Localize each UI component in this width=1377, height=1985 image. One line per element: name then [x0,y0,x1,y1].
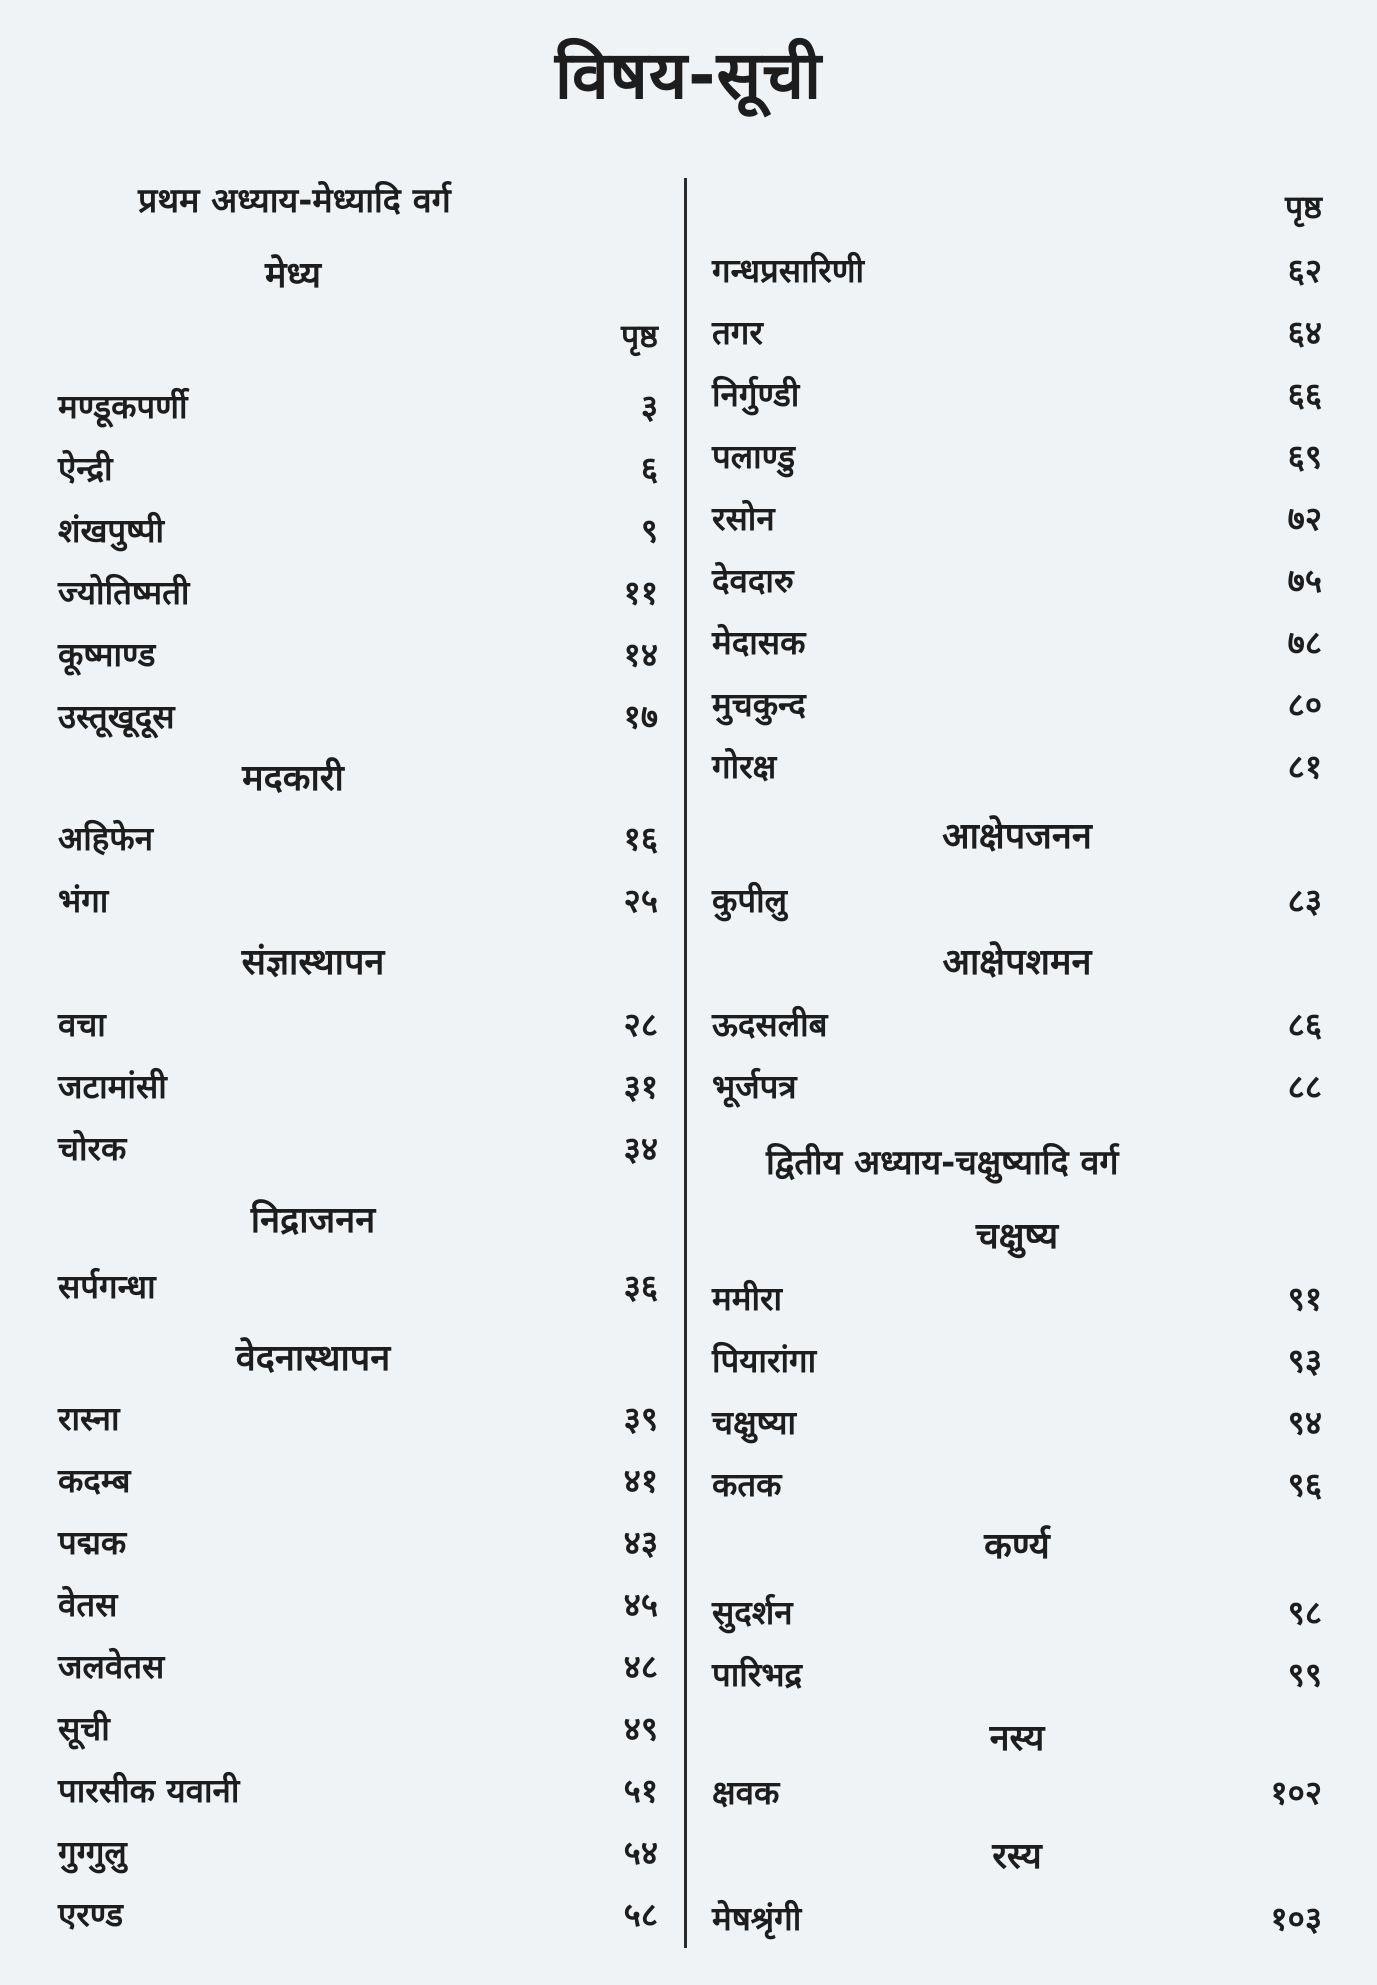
entry-name: रसोन [712,499,775,538]
entry-name: चोरक [58,1129,127,1168]
entry-name: कतक [712,1465,782,1504]
entry-name: गोरक्ष [712,747,777,786]
section-heading: रस्य [992,1836,1042,1877]
entry-name: गुग्गुलु [58,1833,127,1872]
toc-row[interactable] [712,1460,1322,1510]
entry-page: १०३ [1270,1899,1322,1938]
toc-row[interactable] [712,1894,1322,1944]
toc-row[interactable] [58,382,658,432]
toc-row[interactable] [58,1890,658,1940]
toc-row[interactable] [712,432,1322,482]
toc-row[interactable] [712,308,1322,358]
chapter-heading-2: द्वितीय अध्याय-चक्षुष्यादि वर्ग [766,1143,1119,1183]
toc-row[interactable] [712,1000,1322,1050]
section-heading: मदकारी [242,758,344,799]
toc-row[interactable] [712,742,1322,792]
toc-row[interactable] [58,1704,658,1754]
entry-name: ज्योतिष्मती [58,573,190,612]
section-heading: आक्षेपजनन [942,816,1092,857]
entry-name: ममीरा [712,1279,783,1318]
entry-page: ४९ [623,1709,658,1748]
toc-row[interactable] [58,1062,658,1112]
entry-page: १४ [623,635,658,674]
left-column [58,0,658,1985]
entry-name: उस्तूखूदूस [58,697,175,736]
entry-name: वचा [58,1005,106,1044]
entry-page: २८ [623,1005,658,1044]
entry-name: शंखपुष्पी [58,511,165,550]
toc-row[interactable] [712,1588,1322,1638]
toc-row[interactable] [712,1768,1322,1818]
toc-row[interactable] [712,246,1322,296]
entry-page: १७ [623,697,658,736]
section-heading: संज्ञास्थापन [241,942,385,983]
column-divider [684,178,687,1948]
page-column-label: पृष्ठ [1284,188,1322,226]
entry-name: कदम्ब [58,1461,131,1500]
entry-name: अहिफेन [58,819,154,858]
entry-page: १०२ [1270,1773,1322,1812]
entry-page: ३१ [623,1067,658,1106]
toc-row[interactable] [712,370,1322,420]
entry-name: ऐन्द्री [58,449,113,488]
toc-row[interactable] [58,1828,658,1878]
section-heading: चक्षुष्य [975,1216,1059,1257]
entry-page: ४१ [623,1461,658,1500]
entry-page: ६६ [1287,375,1322,414]
entry-page: ३ [640,387,658,426]
entry-name: भूर्जपत्र [712,1067,797,1106]
entry-name: मेदासक [712,623,806,662]
toc-row[interactable] [712,618,1322,668]
entry-page: ६४ [1287,313,1322,352]
toc-row[interactable] [58,1000,658,1050]
section-heading: मेध्य [265,255,321,296]
entry-name: रास्ना [58,1399,120,1438]
entry-name: पारिभद्र [712,1655,803,1694]
toc-row[interactable] [58,814,658,864]
entry-page: ९९ [1287,1655,1322,1694]
entry-name: भंगा [58,881,109,920]
entry-page: ८० [1287,685,1322,724]
entry-name: देवदारु [712,561,794,600]
entry-page: ३४ [623,1129,658,1168]
entry-name: जटामांसी [58,1067,167,1106]
entry-page: ९८ [1287,1593,1322,1632]
toc-row[interactable] [712,1398,1322,1448]
entry-page: ६२ [1287,251,1322,290]
entry-page: ७८ [1287,623,1322,662]
entry-name: जलवेतस [58,1647,165,1686]
entry-page: ५१ [623,1771,658,1810]
entry-name: चक्षुष्या [712,1403,797,1442]
entry-name: मण्डूकपर्णी [58,387,188,426]
entry-page: ७५ [1287,561,1322,600]
entry-page: ५४ [623,1833,658,1872]
entry-page: ४५ [623,1585,658,1624]
entry-name: मुचकुन्द [712,685,806,724]
section-heading: कर्ण्य [984,1526,1050,1567]
entry-name: मेषश्रृंगी [712,1899,802,1938]
entry-page: ५८ [623,1895,658,1934]
entry-page: ८६ [1287,1005,1322,1044]
section-heading: आक्षेपशमन [942,942,1092,983]
toc-row[interactable] [712,494,1322,544]
entry-page: २५ [623,881,658,920]
entry-page: ६ [640,449,658,488]
entry-page: ९ [640,511,658,550]
toc-row[interactable] [58,1518,658,1568]
entry-name: सर्पगन्धा [58,1267,156,1306]
entry-page: ११ [623,573,658,612]
section-heading: नस्य [989,1718,1045,1759]
page-column-label: पृष्ठ [620,317,658,355]
entry-page: ९४ [1287,1403,1322,1442]
toc-row[interactable] [58,630,658,680]
entry-page: ९६ [1287,1465,1322,1504]
entry-name: पद्मक [58,1523,127,1562]
entry-name: सूची [58,1709,110,1748]
toc-row[interactable] [58,1456,658,1506]
entry-page: ४८ [623,1647,658,1686]
toc-row[interactable] [58,1124,658,1174]
toc-row[interactable] [58,506,658,556]
entry-name: पारसीक यवानी [58,1771,240,1810]
entry-page: ८३ [1287,881,1322,920]
entry-page: ९३ [1287,1341,1322,1380]
entry-page: ३९ [623,1399,658,1438]
entry-page: ४३ [623,1523,658,1562]
entry-name: वेतस [58,1585,118,1624]
entry-name: एरण्ड [58,1895,124,1934]
entry-page: ९१ [1287,1279,1322,1318]
toc-row[interactable] [712,1650,1322,1700]
toc-row[interactable] [58,1766,658,1816]
entry-name: ऊदसलीब [712,1005,828,1044]
entry-name: गन्धप्रसारिणी [712,251,865,290]
toc-row[interactable] [58,1394,658,1444]
toc-row[interactable] [712,680,1322,730]
entry-name: कूष्माण्ड [58,635,156,674]
chapter-heading-1: प्रथम अध्याय-मेध्यादि वर्ग [138,181,451,221]
entry-name: निर्गुण्डी [712,375,800,414]
toc-row[interactable] [58,692,658,742]
entry-page: ३६ [623,1267,658,1306]
toc-row[interactable] [58,876,658,926]
entry-page: ६९ [1287,437,1322,476]
toc-row[interactable] [712,1062,1322,1112]
entry-name: पलाण्डु [712,437,795,476]
section-heading: निद्राजनन [250,1200,376,1241]
entry-name: पियारांगा [712,1341,817,1380]
entry-page: ८१ [1287,747,1322,786]
toc-row[interactable] [712,1274,1322,1324]
right-column [712,0,1322,1985]
entry-name: तगर [712,313,763,352]
entry-name: क्षवक [712,1773,780,1812]
entry-name: कुपीलु [712,881,788,920]
toc-row[interactable] [712,556,1322,606]
toc-row[interactable] [712,1336,1322,1386]
toc-row[interactable] [58,444,658,494]
entry-page: ८८ [1287,1067,1322,1106]
section-heading: वेदनास्थापन [235,1338,391,1379]
entry-page: १६ [623,819,658,858]
toc-row[interactable] [58,1262,658,1312]
toc-row[interactable] [712,876,1322,926]
entry-name: सुदर्शन [712,1593,793,1632]
toc-row[interactable] [58,1642,658,1692]
entry-page: ७२ [1287,499,1322,538]
page-title: विषय-सूची [554,37,823,114]
toc-row[interactable] [58,1580,658,1630]
toc-row[interactable] [58,568,658,618]
